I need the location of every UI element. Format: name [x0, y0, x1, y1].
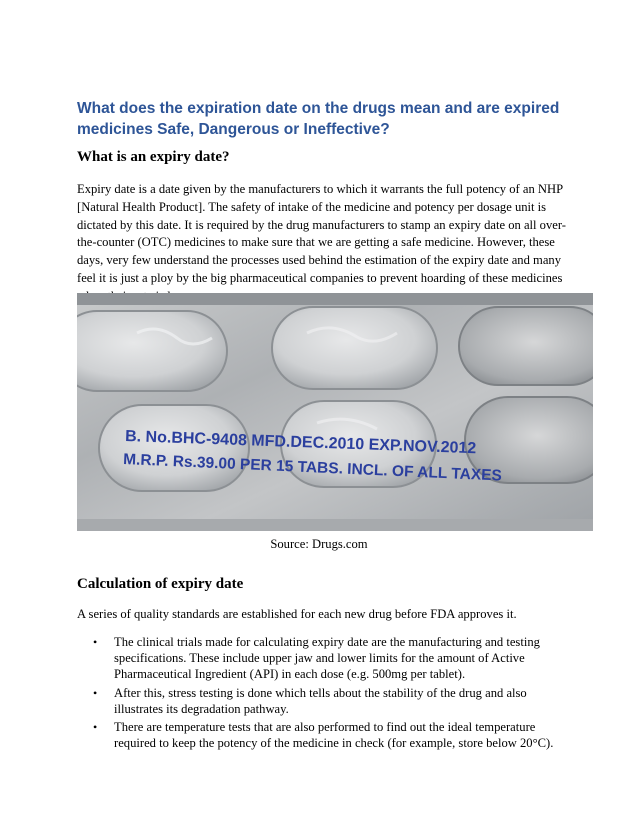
section-heading-expiry-date: What is an expiry date?: [77, 149, 230, 165]
paragraph-line: [Natural Health Product]. The safety of intake of the medicine and potency per dosage unit is: [77, 199, 547, 214]
blister-pocket: [459, 307, 593, 385]
section-intro: A series of quality standards are established for each new drug before FDA approves it.: [77, 607, 517, 621]
paragraph-line: dictated by this date. It is required by the drug manufacturers to stamp an expiry date on all over-: [77, 217, 566, 232]
list-item: [77, 685, 597, 717]
blister-pocket: [77, 311, 227, 391]
paragraph-line: the-counter (OTC) medicines to make sure that we are getting a safe medicine. However, these: [77, 235, 555, 250]
section-heading-calculation: Calculation of expiry date: [77, 576, 244, 592]
bullet-icon: •: [93, 720, 98, 735]
bullet-line: Pharmaceutical Ingredient (API) in each dose (e.g. 500mg per tablet).: [114, 667, 466, 682]
bullet-list: [77, 634, 597, 751]
bullet-line: required to keep the potency of the medicine in check (for example, store below 20°C).: [114, 736, 554, 751]
title-line: medicines Safe, Dangerous or Ineffective?: [77, 121, 390, 138]
article-title: [77, 98, 577, 140]
bullet-line: There are temperature tests that are also performed to find out the ideal temperature: [114, 720, 536, 735]
bullet-icon: •: [93, 685, 98, 700]
paragraph-line: feel it is just a ploy by the big pharmaceutical companies to prevent hoarding of these medicines: [77, 270, 563, 285]
stamp-line-2: M.R.P. Rs.39.00 PER 15 TABS. INCL. OF ALL TAXES: [122, 451, 503, 485]
bullet-line: illustrates its degradation pathway.: [114, 701, 289, 716]
bullet-line: After this, stress testing is done which tells about the stability of the drug and also: [114, 685, 527, 700]
bullet-line: specifications. These include upper jaw and lower limits for the amount of Active: [114, 651, 525, 666]
blister-pack-photo: [77, 293, 593, 531]
title-line: What does the expiration date on the drugs mean and are expired: [77, 100, 560, 117]
photo-caption: Source: Drugs.com: [270, 537, 368, 551]
list-item: [77, 634, 597, 683]
section-paragraph: [77, 181, 597, 306]
paragraph-line: days, very few understand the processes used behind the estimation of the expiry date and many: [77, 253, 562, 268]
list-item: [77, 719, 597, 751]
bullet-line: The clinical trials made for calculating expiry date are the manufacturing and testing: [114, 635, 540, 649]
bullet-icon: •: [93, 635, 98, 649]
stamp-line-1: B. No.BHC-9408 MFD.DEC.2010 EXP.NOV.2012: [124, 428, 477, 458]
paragraph-line: Expiry date is a date given by the manufacturers to which it warrants the full potency of an NHP: [77, 182, 564, 196]
blister-pocket: [272, 307, 437, 389]
